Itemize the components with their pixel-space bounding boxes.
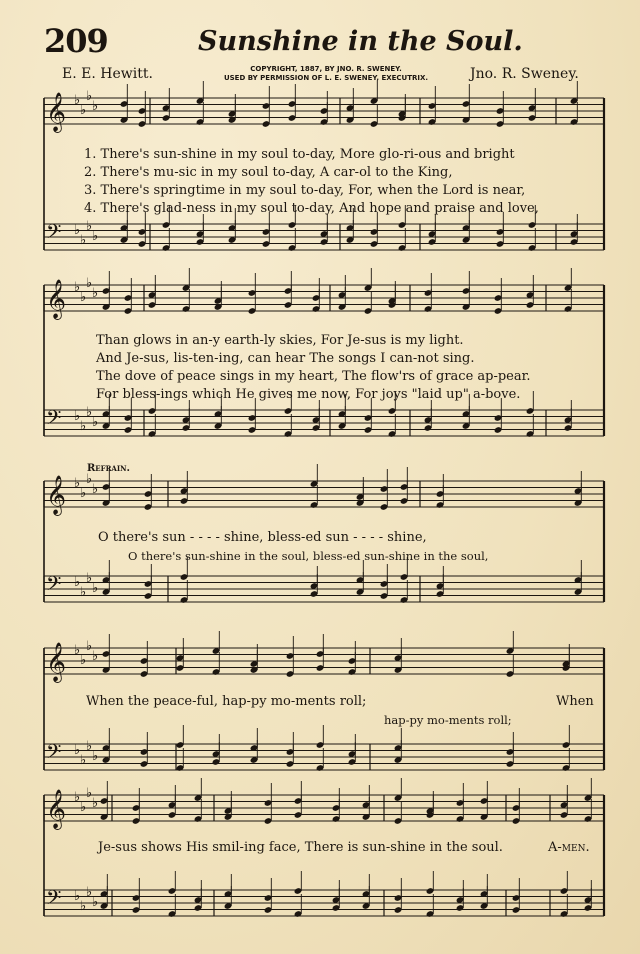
copyright-line-1: COPYRIGHT, 1887, BY JNO. R. SWENEY. <box>250 65 402 73</box>
flat-icon: ♭ <box>92 415 99 430</box>
flat-icon: ♭ <box>92 229 99 244</box>
flat-icon: ♭ <box>74 280 81 295</box>
flat-icon: ♭ <box>92 895 99 910</box>
flat-icon: ♭ <box>80 753 87 768</box>
verse-4-line-a: 4. There's glad-ness in my soul to-day, And hope and praise and love, <box>84 201 539 216</box>
treble-clef-icon: 𝄞 <box>46 92 67 132</box>
amen-text: A-men. <box>548 840 590 855</box>
flat-icon: ♭ <box>80 899 87 914</box>
refrain-alto-line: O there's sun-shine in the soul, bless-ed sun-shine in the soul, <box>128 549 489 563</box>
lyricist-credit: E. E. Hewitt. <box>62 66 153 82</box>
flat-icon: ♭ <box>80 233 87 248</box>
hymn-number: 209 <box>44 22 108 60</box>
flat-icon: ♭ <box>86 639 93 654</box>
flat-icon: ♭ <box>80 486 87 501</box>
flat-icon: ♭ <box>80 103 87 118</box>
bass-clef-icon: 𝄢 <box>46 886 62 914</box>
treble-clef-icon: 𝄞 <box>46 475 67 515</box>
bass-clef-icon: 𝄢 <box>46 406 62 434</box>
flat-icon: ♭ <box>80 290 87 305</box>
flat-icon: ♭ <box>92 286 99 301</box>
flat-icon: ♭ <box>86 571 93 586</box>
flat-icon: ♭ <box>92 649 99 664</box>
flat-icon: ♭ <box>80 585 87 600</box>
refrain-soprano-line: O there's sun - - - - shine, bless-ed sun - - - - shine, <box>98 530 427 545</box>
refrain-line-3: Je-sus shows His smil-ing face, There is sun-shine in the soul. <box>98 840 503 855</box>
flat-icon: ♭ <box>86 739 93 754</box>
flat-icon: ♭ <box>92 796 99 811</box>
flat-icon: ♭ <box>86 786 93 801</box>
staff-lines <box>44 98 604 916</box>
flat-icon: ♭ <box>74 476 81 491</box>
flat-icon: ♭ <box>86 885 93 900</box>
verse-1-line-b: Than glows in an-y earth-ly skies, For Je-sus is my light. <box>96 333 464 348</box>
flat-icon: ♭ <box>74 790 81 805</box>
composer-credit: Jno. R. Sweney. <box>470 66 579 82</box>
flat-icon: ♭ <box>92 581 99 596</box>
verse-4-line-b: For bless-ings which He gives me now, For joys "laid up" a-bove. <box>96 387 521 402</box>
flat-icon: ♭ <box>86 276 93 291</box>
bass-clef-icon: 𝄢 <box>46 572 62 600</box>
refrain-line-2: When the peace-ful, hap-py mo-ments roll; <box>86 694 367 709</box>
flat-icon: ♭ <box>86 472 93 487</box>
flat-icon: ♭ <box>86 405 93 420</box>
flat-icon: ♭ <box>74 889 81 904</box>
flat-icon: ♭ <box>74 575 81 590</box>
flat-icon: ♭ <box>92 99 99 114</box>
flat-icon: ♭ <box>92 482 99 497</box>
flat-icon: ♭ <box>86 89 93 104</box>
treble-clef-icon: 𝄞 <box>46 789 67 829</box>
refrain-line-2-alto: hap-py mo-ments roll; <box>384 713 512 727</box>
verse-2-line-a: 2. There's mu-sic in my soul to-day, A car-ol to the King, <box>84 165 453 180</box>
flat-icon: ♭ <box>74 643 81 658</box>
bass-clef-icon: 𝄢 <box>46 740 62 768</box>
treble-clef-icon: 𝄞 <box>46 279 67 319</box>
flat-icon: ♭ <box>80 419 87 434</box>
refrain-label: Refrain. <box>87 463 131 474</box>
verse-3-line-b: The dove of peace sings in my heart, The flow'rs of grace ap-pear. <box>96 369 531 384</box>
treble-clef-icon: 𝄞 <box>46 642 67 682</box>
verse-2-line-b: And Je-sus, lis-ten-ing, can hear The songs I can-not sing. <box>96 351 475 366</box>
copyright-line-2: USED BY PERMISSION OF L. E. SWENEY, EXECUTRIX. <box>223 74 429 82</box>
hymn-title: Sunshine in the Soul. <box>198 26 523 57</box>
flat-icon: ♭ <box>74 743 81 758</box>
flat-icon: ♭ <box>86 219 93 234</box>
flat-icon: ♭ <box>74 223 81 238</box>
flat-icon: ♭ <box>74 93 81 108</box>
bass-clef-icon: 𝄢 <box>46 220 62 248</box>
flat-icon: ♭ <box>74 409 81 424</box>
verse-3-line-a: 3. There's springtime in my soul to-day, For, when the Lord is near, <box>84 183 526 198</box>
flat-icon: ♭ <box>80 800 87 815</box>
refrain-when: When <box>556 694 594 709</box>
flat-icon: ♭ <box>92 749 99 764</box>
verse-1-line-a: 1. There's sun-shine in my soul to-day, More glo-ri-ous and bright <box>84 147 515 162</box>
flat-icon: ♭ <box>80 653 87 668</box>
